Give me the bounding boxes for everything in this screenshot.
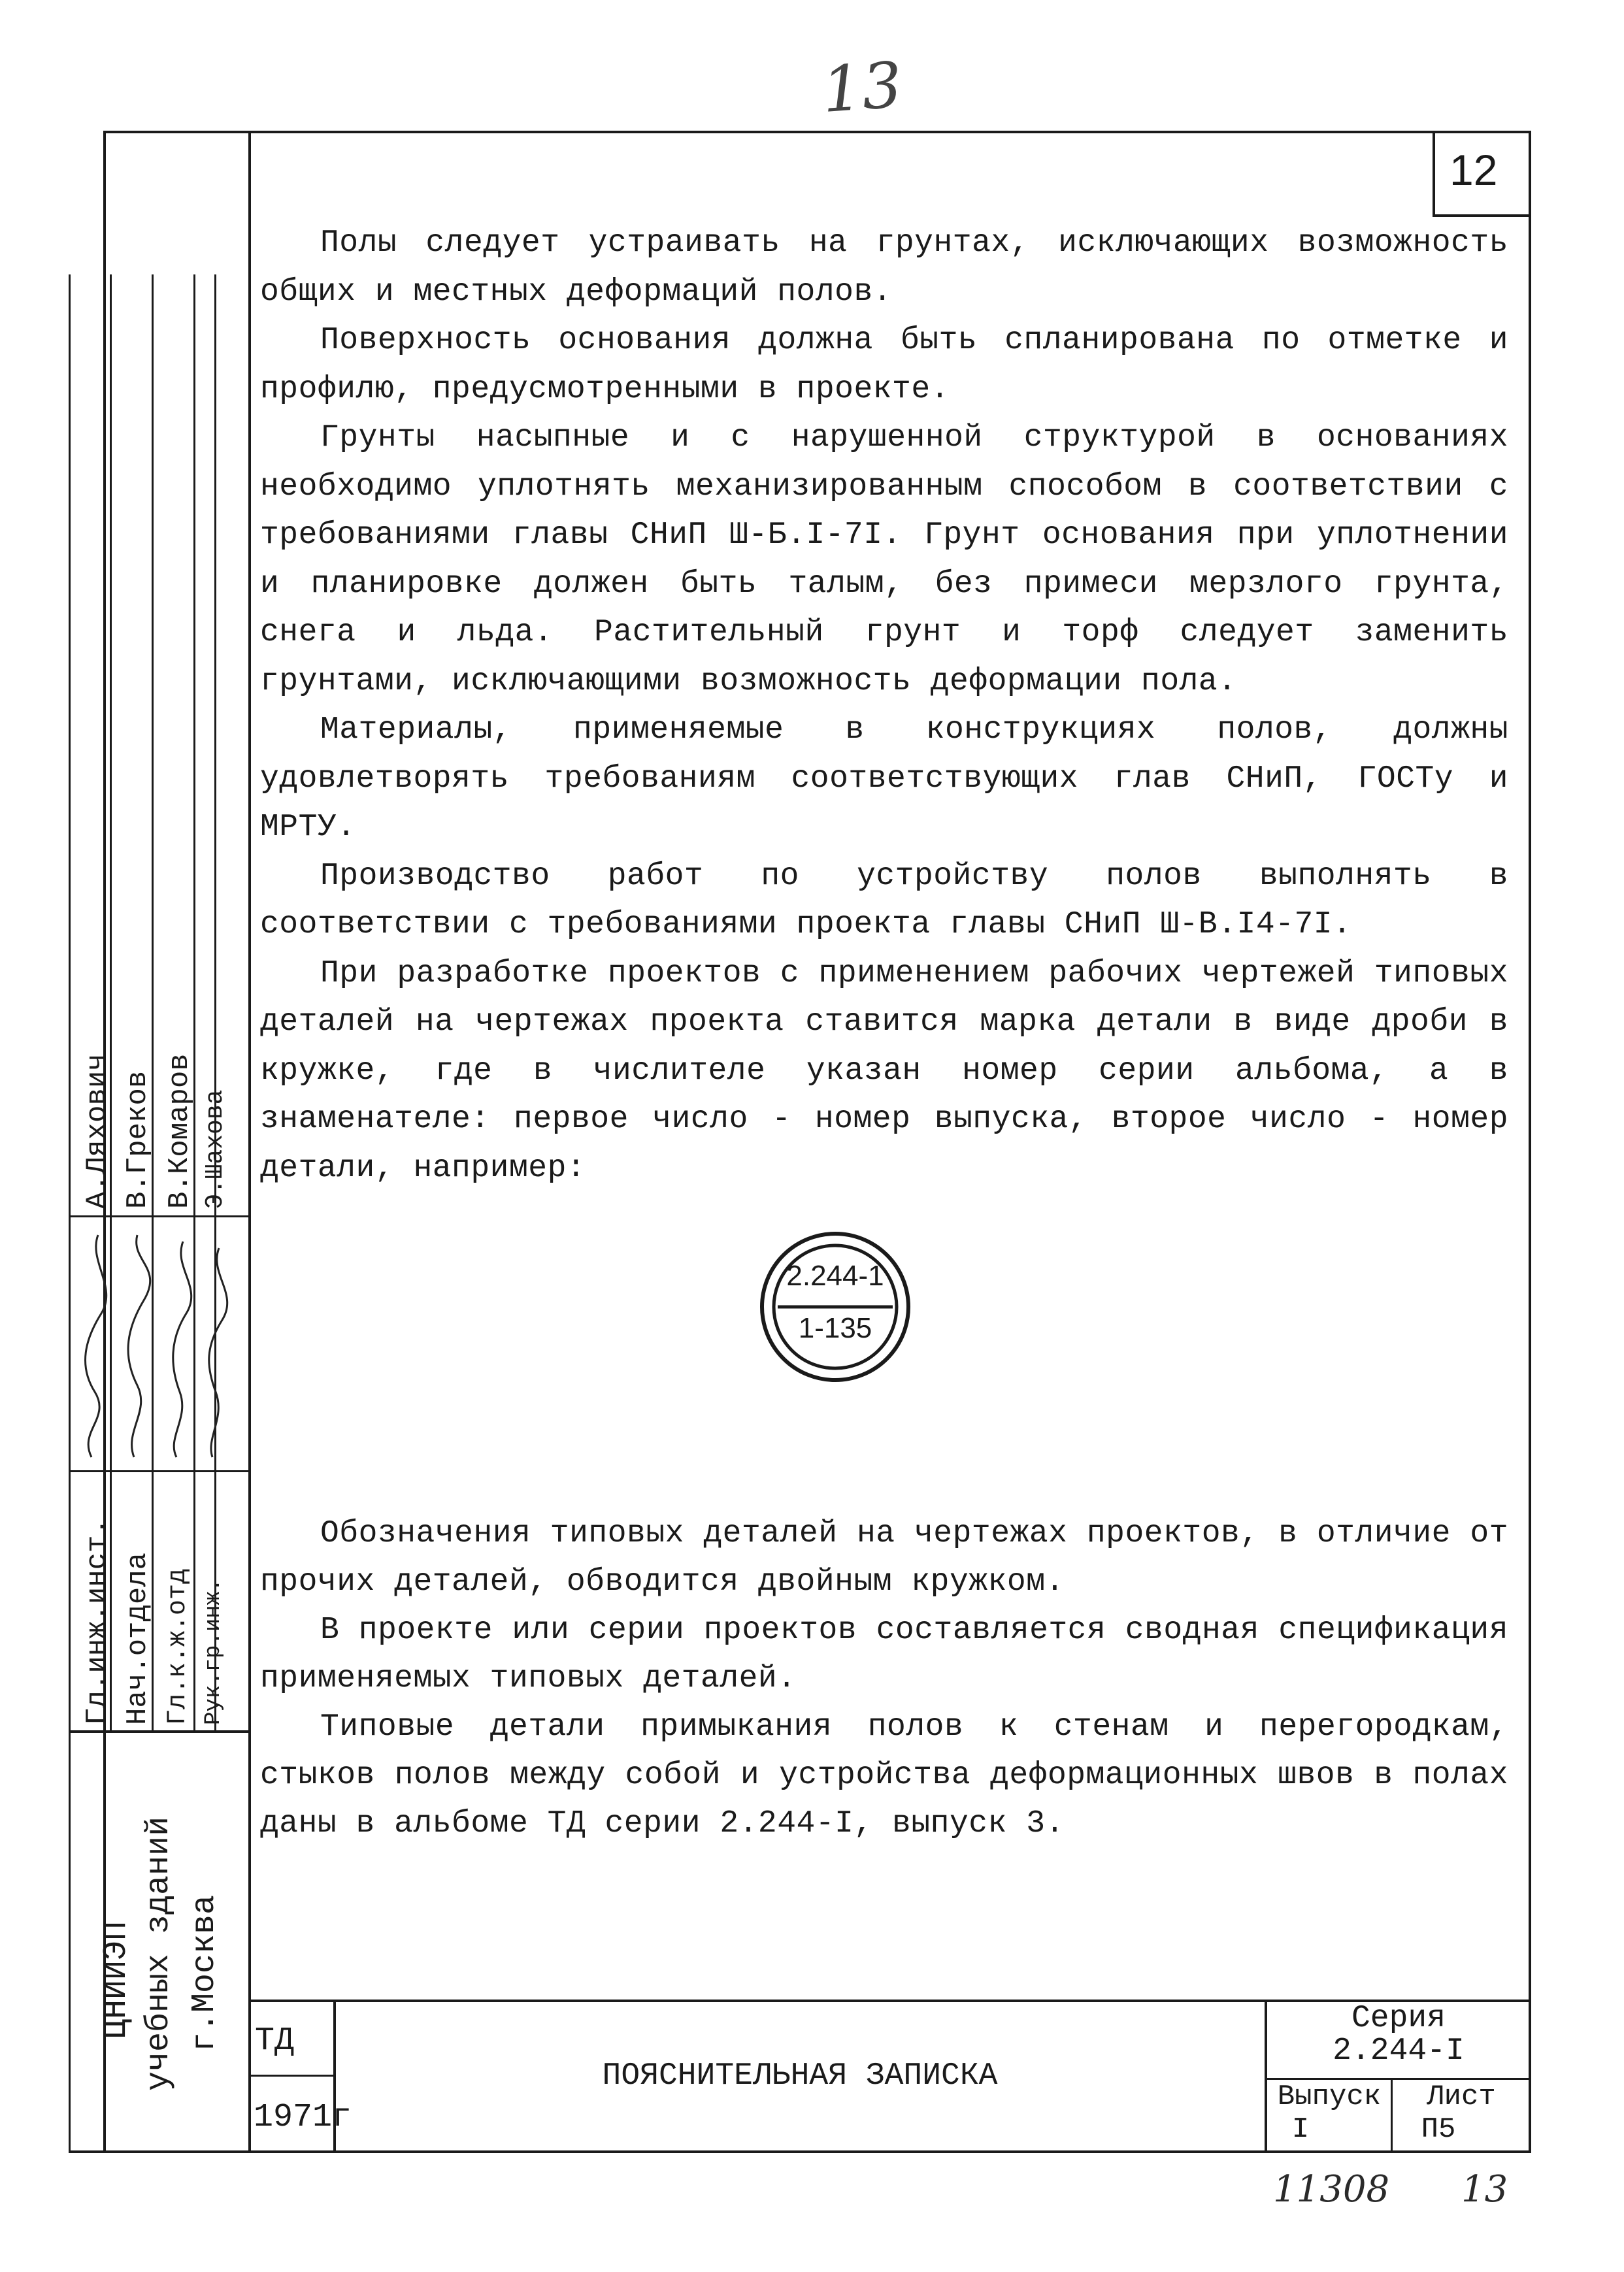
series-label: Серия <box>1351 2001 1446 2036</box>
paragraph-2: Поверхность основания должна быть спланирована по отметке и профилю, предусмотренными в проекте. <box>260 323 1508 407</box>
sheet-box-number: 12 <box>1450 146 1498 194</box>
sheet-value: П5 <box>1421 2113 1456 2146</box>
stamp-role-2: Нач.отдела <box>122 1552 154 1725</box>
title-right-col <box>1265 2000 1267 2152</box>
stamp-divider-1 <box>110 274 112 1732</box>
signature-scribbles <box>72 1222 248 1467</box>
frame-bottom-line <box>69 2150 1531 2153</box>
stamp-sign-sep <box>69 1470 250 1472</box>
paragraph-5: Производство работ по устройству полов выполнять в соответствии с требованиями проекта главы СНиП Ш-В.I4-7I. <box>260 858 1508 942</box>
stamp-role-3: Гл.к.ж.отд <box>163 1568 193 1725</box>
sheet-box-left <box>1433 131 1435 217</box>
org-line-2: учебных зданий <box>141 1816 178 2091</box>
org-line-1: ЦНИИЭП <box>98 1920 135 2039</box>
paragraph-8: В проекте или серии проектов составляется сводная спецификация применяемых типовых деталей. <box>260 1613 1508 1696</box>
issue-label: Выпуск <box>1277 2081 1382 2113</box>
frame-top-line <box>103 131 1531 133</box>
paragraph-1: Полы следует устраивать на грунтах, исключающих возможность общих и местных деформаций полов. <box>260 225 1508 310</box>
paragraph-6: При разработке проектов с применением рабочих чертежей типовых деталей на чертежах проекта ставится марка детали в виде дроби в кружке, где в числителе указан номер серии альбома, а в знаменателе: первое число - номер выпуска, второе число - номер детали, например: <box>260 955 1508 1186</box>
archive-number: 11308 <box>1273 2168 1390 2211</box>
title-text: ПОЯСНИТЕЛЬНАЯ ЗАПИСКА <box>602 2058 998 2094</box>
archive-page: 13 <box>1461 2168 1508 2211</box>
body-text <box>260 219 1508 1193</box>
stamp-name-3: В.Комаров <box>163 1053 196 1209</box>
stamp-name-4: Э.Шахова <box>201 1089 229 1209</box>
sheet-label: Лист <box>1427 2081 1496 2113</box>
stamp-role-4: Рук.гр.инж. <box>201 1578 226 1725</box>
detail-mark-denominator: 1-135 <box>798 1312 872 1344</box>
paragraph-4: Материалы, применяемые в конструкциях полов, должны удовлетворять требованиям соответствующих глав СНиП, ГОСТу и МРТУ. <box>260 712 1508 845</box>
title-td: ТД <box>255 2022 295 2060</box>
stamp-name-sep <box>69 1215 250 1217</box>
detail-mark-circles <box>757 1228 914 1385</box>
stamp-role-1: Гл.инж.инст. <box>81 1518 114 1725</box>
stamp-name-2: В.Греков <box>122 1070 154 1209</box>
page-number-top: 13 <box>820 48 904 127</box>
title-year: 1971г <box>254 2099 352 2136</box>
outer-margin-line <box>69 274 71 2153</box>
stamp-divider-2 <box>152 274 154 1732</box>
title-series-sep <box>1265 2078 1531 2080</box>
sheet-box-bottom <box>1433 214 1531 217</box>
frame-right-line <box>1529 131 1531 2153</box>
paragraph-7: Обозначения типовых деталей на чертежах проектов, в отличие от прочих деталей, обводится двойным кружком. <box>260 1516 1508 1600</box>
lower-text <box>260 1509 1508 1848</box>
stamp-bottom-line <box>69 1730 250 1733</box>
frame-inner-left-line <box>248 131 251 2153</box>
paragraph-3: Грунты насыпные и с нарушенной структурой в основаниях необходимо уплотнять механизированным способом в соответствии с требованиями главы СНиП Ш-Б.I-7I. Грунт основания при уплотнении и планировке должен быть талым, без примеси мерзлого грунта, снега и льда. Растительный грунт и торф следует заменить грунтами, исключающими возможность деформации пола. <box>260 420 1508 699</box>
series-value: 2.244-I <box>1333 2033 1465 2069</box>
stamp-divider-3 <box>193 274 195 1732</box>
stamp-name-1: А.Ляхович <box>81 1053 114 1209</box>
org-line-3: г.Москва <box>186 1894 224 2052</box>
detail-mark-numerator: 2.244-1 <box>786 1260 884 1292</box>
detail-mark <box>757 1228 914 1385</box>
paragraph-9: Типовые детали примыкания полов к стенам и перегородкам, стыков полов между собой и устройства деформационных швов в полах даны в альбоме ТД серии 2.244-I, выпуск 3. <box>260 1709 1508 1841</box>
title-td-sep <box>248 2075 333 2077</box>
issue-value: I <box>1291 2113 1310 2146</box>
stamp-divider-4 <box>214 274 216 1732</box>
